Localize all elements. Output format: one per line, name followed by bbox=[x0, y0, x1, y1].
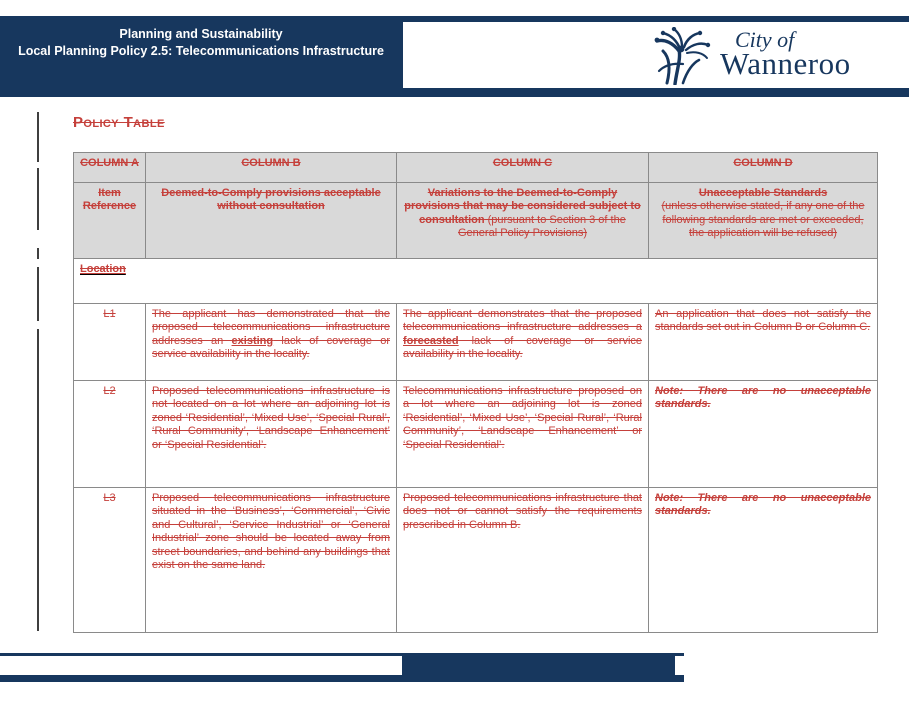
change-bar bbox=[37, 112, 39, 162]
change-bar bbox=[37, 329, 39, 631]
header-item-reference: Item Reference bbox=[82, 187, 137, 213]
logo-wanneroo-text: Wanneroo bbox=[720, 46, 851, 81]
l1-col-b-text: The applicant has demonstrated that the proposed telecommunications infrastructure addresses an bbox=[152, 308, 390, 347]
change-bar bbox=[37, 168, 39, 230]
item-ref-l1: L1 bbox=[103, 308, 116, 320]
l1-col-c-emphasis: forecasted bbox=[403, 334, 459, 347]
column-c-label: COLUMN C bbox=[492, 157, 553, 169]
header-unacceptable-rest: (unless otherwise stated, if any one of the following standards are met or exceeded, the application will be refused) bbox=[661, 200, 865, 240]
section-label-location: Location bbox=[80, 263, 126, 275]
column-d-label: COLUMN D bbox=[733, 157, 793, 169]
header-variations-bold: Variations to the Deemed-to-Comply provisions that may be considered subject to consultation bbox=[404, 187, 641, 226]
l1-col-b-text-end: lack of coverage or service availability in the locality. bbox=[152, 334, 390, 361]
l1-col-c-text-end: lack of coverage or service availability in the locality. bbox=[403, 334, 642, 361]
table-row-l3 bbox=[74, 488, 878, 633]
column-a-label: COLUMN A bbox=[80, 157, 139, 169]
logo-city-of-text: City of bbox=[735, 27, 795, 52]
l3-col-b-text: Proposed telecommunications infrastructure situated in the ‘Business’, ‘Commercial’, ‘Civic and Cultural’, ‘Service Industrial’ or ‘General Industrial’ zone should be located away from street boundaries, and behind any buildings that exist on the same land. bbox=[152, 492, 390, 572]
column-b-label: COLUMN B bbox=[241, 157, 301, 169]
section-row-location bbox=[74, 259, 878, 304]
header-policy-title: Local Planning Policy 2.5: Telecommunications Infrastructure bbox=[18, 44, 384, 58]
table-row-l1 bbox=[74, 304, 878, 381]
l2-col-d-note: Note: There are no unacceptable standards. bbox=[655, 385, 871, 411]
header-department: Planning and Sustainability bbox=[119, 27, 283, 41]
table-row-l2 bbox=[74, 381, 878, 488]
footer-bottom-rule bbox=[0, 675, 684, 682]
l1-col-b-emphasis: existing bbox=[231, 334, 274, 347]
item-ref-l3: L3 bbox=[103, 492, 116, 504]
l2-col-c-text: Telecommunications infrastructure proposed on a lot where an adjoining lot is zoned ‘Residential’, ‘Mixed Use’, ‘Special Rural’, ‘Rural Community’, ‘Landscape Enhancement’ or ‘Special Residential’. bbox=[403, 385, 642, 451]
kangaroo-paw-flower-icon bbox=[653, 27, 715, 90]
change-bar bbox=[37, 248, 39, 259]
header-title-block bbox=[0, 26, 402, 60]
l1-col-c-text: The applicant demonstrates that the proposed telecommunications infrastructure addresses a bbox=[403, 308, 642, 334]
l3-col-d-note: Note: There are no unacceptable standards. bbox=[655, 492, 871, 518]
l2-col-b-text: Proposed telecommunications infrastructure is not located on a lot where an adjoining lot is zoned ‘Residential’, ‘Mixed Use’, ‘Special Rural’, ‘Rural Community’, ‘Landscape Enhancement’ or ‘Special Residential’. bbox=[152, 385, 390, 451]
change-bar bbox=[37, 267, 39, 321]
header-deemed-to-comply: Deemed-to-Comply provisions acceptable without consultation bbox=[161, 187, 381, 213]
column-header-row bbox=[74, 183, 878, 259]
policy-table bbox=[73, 152, 878, 633]
l3-col-c-text: Proposed telecommunications infrastructure that does not or cannot satisfy the requirements prescribed in Column B. bbox=[403, 492, 642, 531]
footer-navy-block bbox=[402, 653, 675, 675]
item-ref-l2: L2 bbox=[103, 385, 116, 397]
page-title: Policy Table bbox=[73, 114, 165, 131]
header-variations-rest: (pursuant to Section 3 of the General Policy Provisions) bbox=[458, 213, 626, 240]
header-unacceptable-bold: Unacceptable Standards bbox=[698, 187, 828, 199]
logo-box bbox=[403, 22, 909, 88]
column-label-row bbox=[74, 153, 878, 183]
l1-col-d-text: An application that does not satisfy the standards set out in Column B or Column C. bbox=[655, 308, 871, 334]
